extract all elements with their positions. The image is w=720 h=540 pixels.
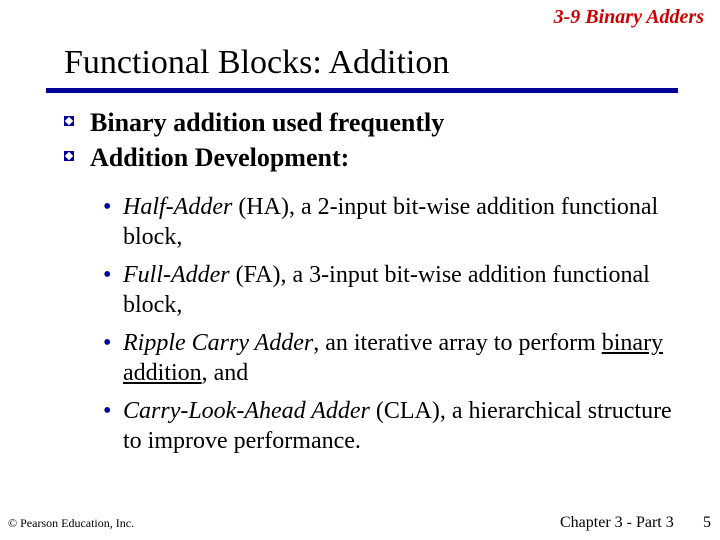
page-number: 5 <box>703 514 711 531</box>
sub-bullet-text: (HA), a 2-input bit-wise addition functional block, <box>123 194 659 250</box>
dot-bullet-icon: • <box>103 262 112 288</box>
chapter-label: Chapter 3 - Part 3 <box>560 514 674 531</box>
square-bullet-icon <box>64 116 74 126</box>
sub-bullet-term: Carry-Look-Ahead Adder <box>123 398 370 424</box>
dot-bullet-icon: • <box>103 194 112 220</box>
square-bullet-icon <box>64 151 74 161</box>
copyright-notice: © Pearson Education, Inc. <box>8 516 135 530</box>
sub-bullet-term: Ripple Carry Adder <box>123 330 314 356</box>
dot-bullet-icon: • <box>103 398 112 424</box>
bullet-text: Addition Development: <box>90 143 350 172</box>
sub-bullet-item <box>103 260 673 320</box>
slide-title: Functional Blocks: Addition <box>64 44 450 81</box>
bullet-text: Binary addition used frequently <box>90 108 445 137</box>
section-tag: 3-9 Binary Adders <box>553 6 704 28</box>
sub-bullet-text: (FA), a 3-input bit-wise addition functional block, <box>123 262 650 318</box>
title-underline-rule <box>46 88 678 93</box>
sub-bullet-item <box>103 192 673 252</box>
sub-bullet-item <box>103 396 673 456</box>
sub-bullet-item <box>103 328 673 388</box>
sub-bullet-text: , and <box>201 360 249 386</box>
sub-bullet-text: , an iterative array to perform <box>313 330 602 356</box>
dot-bullet-icon: • <box>103 330 112 356</box>
sub-bullet-term: Half-Adder <box>123 194 233 220</box>
sub-bullet-text: (CLA), a hierarchical structure to improve performance. <box>123 398 672 454</box>
binary-addition-link[interactable]: binary addition <box>123 330 664 386</box>
sub-bullet-term: Full-Adder <box>123 262 230 288</box>
